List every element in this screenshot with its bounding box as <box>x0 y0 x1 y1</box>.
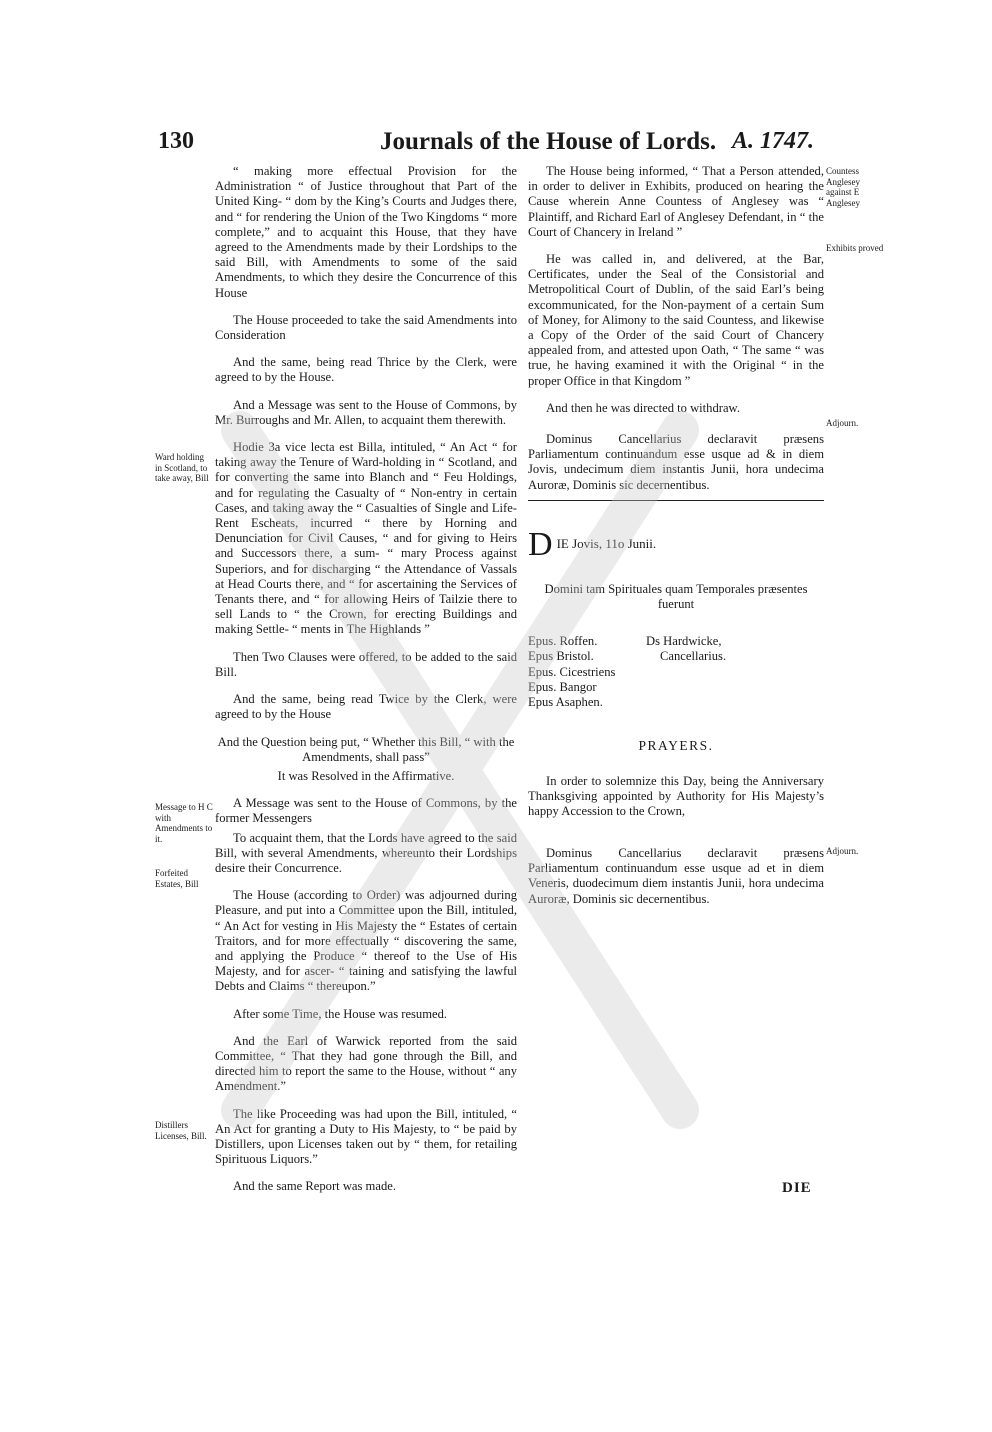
paragraph: And the Question being put, “ Whether this Bill, “ with the Amendments, shall pass” <box>217 734 515 764</box>
paragraph: “ making more effectual Provision for the Administration “ of Justice throughout that Part of the United King- “ dom by the King’s Courts and Judges there, and “ for rendering the Union of the Two Kingdoms “ more complete,” and to acquaint this House, that they have agreed to the Amendments made by their Lordships to the said Bill, with Amendments to some of the said Amendments, to which they desire the Concurrence of this House <box>215 164 517 300</box>
catchword: DIE <box>782 1180 812 1196</box>
margin-note: Forfeited Estates, Bill <box>155 868 199 889</box>
chancellor-title: Cancellarius. <box>660 649 727 664</box>
right-column <box>528 164 824 505</box>
paragraph: The like Proceeding was had upon the Bill, intituled, “ An Act for granting a Duty to His Majesty, to “ be paid by Distillers, upon Licenses taken out by “ them, for retailing Spirituous Liquors.” <box>215 1106 517 1167</box>
paragraph: In order to solemnize this Day, being the Anniversary Thanksgiving appointed by Authority for His Majesty’s happy Accession to the Crown, <box>528 774 824 819</box>
page-number: 130 <box>158 128 194 154</box>
paragraph: He was called in, and delivered, at the Bar, Certificates, under the Seal of the Consistorial and Metropolitical Court of Dublin, of the said Earl’s being excommunicated, for the Non-payment of a certain Sum of Money, for Alimony to the said Countess, and likewise a Copy of the Order of the said Court of Chancery appealed from, and attested upon Oath, “ The same “ was true, he having examined it with the Original “ in the proper Office in that Kingdom ” <box>528 252 824 388</box>
paragraph: It was Resolved in the Affirmative. <box>277 768 455 783</box>
running-header <box>0 128 992 162</box>
bishop-entry: Epus. Bangor <box>528 679 597 694</box>
paragraph: And the Earl of Warwick reported from the said Committee, “ That they had gone through the Bill, and directed him to report the same to the House, without “ any Amendment.” <box>215 1033 517 1094</box>
paragraph: Hodie 3a vice lecta est Billa, intituled, “ An Act “ for taking away the Tenure of Ward-holding in “ Scotland, and for converting the same into Blanch and “ Feu Holdings, and for regulating the Casualty of “ Non-entry in certain Cases, and taking away the “ Casualties of Single and Life-Rent Escheats, incurred “ there by Horning and Denunciation for Civil Causes, “ and for giving to Heirs and Successors there, a sum- “ mary Process against Superiors, and for discharging “ the Attendance of Vassals at Head Courts there, and “ for ascertaining the Services of Tenants there, and “ for allowing Heirs of Tailzie there to sell Lands to “ the Crown, for erecting Buildings and making Settle- “ ments in The Highlands ” <box>215 440 517 637</box>
bishop-entry: Epus. Roffen. <box>528 634 598 648</box>
day-heading-text: IE Jovis, 11o Junii. <box>556 536 657 551</box>
paragraph: Then Two Clauses were offered, to be added to the said Bill. <box>215 649 517 679</box>
paragraph: The House proceeded to take the said Amendments into Consideration <box>215 312 517 343</box>
chancellor-entry <box>646 634 776 665</box>
paragraph: The House (according to Order) was adjourned during Pleasure, and put into a Committee upon the Bill, intituled, “ An Act for vesting in His Majesty the “ Estates of certain Traitors, and for more effectually “ discovering the same, and applying the Produce “ thereof to the Use of His Majesty, and for ascer- “ taining and satisfying the lawful Debts and Claims “ thereupon.” <box>215 888 517 994</box>
margin-note: Distillers Licenses, Bill. <box>155 1120 207 1141</box>
margin-note: Adjourn. <box>826 418 859 428</box>
prayers-heading: PRAYERS. <box>638 738 714 753</box>
bishop-entry: Epus. Cicestriens <box>528 664 616 679</box>
bishop-entry: Epus Asaphen. <box>528 695 603 710</box>
day-heading <box>528 526 824 563</box>
margin-note: Ward holding in Scotland, to take away, Bill <box>155 452 209 483</box>
paragraph: And a Message was sent to the House of Commons, by Mr. Burroughs and Mr. Allen, to acquaint them therewith. <box>215 397 517 427</box>
attendance-line: Domini tam Spirituales quam Temporales præsentes fuerunt <box>544 582 808 611</box>
margin-note: Exhibits proved <box>826 243 884 253</box>
paragraph: Dominus Cancellarius declaravit præsens Parliamentum continuandum esse usque ad et in diem Veneris, duodecimum diem instantis Junii, hora undecima Auroræ, Dominis sic decernentibus. <box>528 846 824 906</box>
paragraph: A Message was sent to the House of Commons, by the former Messengers <box>215 796 517 826</box>
paragraph: And the same Report was made. <box>233 1179 396 1194</box>
paragraph: And the same, being read Twice by the Clerk, were agreed to by the House <box>215 692 517 722</box>
page-title: Journals of the House of Lords. <box>380 128 717 155</box>
margin-note: Countess Anglesey against E Anglesey <box>826 166 860 208</box>
paragraph: And the same, being read Thrice by the Clerk, were agreed to by the House. <box>215 355 517 385</box>
drop-capital: D <box>528 526 553 563</box>
paragraph: After some Time, the House was resumed. <box>233 1006 448 1021</box>
paragraph: And then he was directed to withdraw. <box>546 400 740 415</box>
paragraph: Dominus Cancellarius declaravit præsens Parliamentum continuandum esse usque ad & in diem Jovis, undecimum diem instantis Junii, hora undecima Auroræ, Dominis sic decernentibus. <box>528 432 824 492</box>
chancellor-name: Ds Hardwicke, <box>646 634 722 648</box>
margin-note: Message to H C with Amendments to it. <box>155 802 213 844</box>
paragraph: The House being informed, “ That a Person attended, in order to deliver in Exhibits, produced on hearing the Cause wherein Anne Countess of Anglesey was “ Plaintiff, and Richard Earl of Anglesey Defendant, in “ the Court of Chancery in Ireland ” <box>528 164 824 239</box>
paragraph: To acquaint them, that the Lords have agreed to the said Bill, with several Amendments, whereunto their Lordships desire their Concurrence. <box>215 830 517 875</box>
bishop-entry: Epus Bristol. <box>528 649 594 664</box>
year-label: A. 1747. <box>732 128 815 154</box>
left-column <box>215 164 517 1207</box>
section-rule <box>528 500 824 501</box>
margin-note: Adjourn. <box>826 846 859 856</box>
